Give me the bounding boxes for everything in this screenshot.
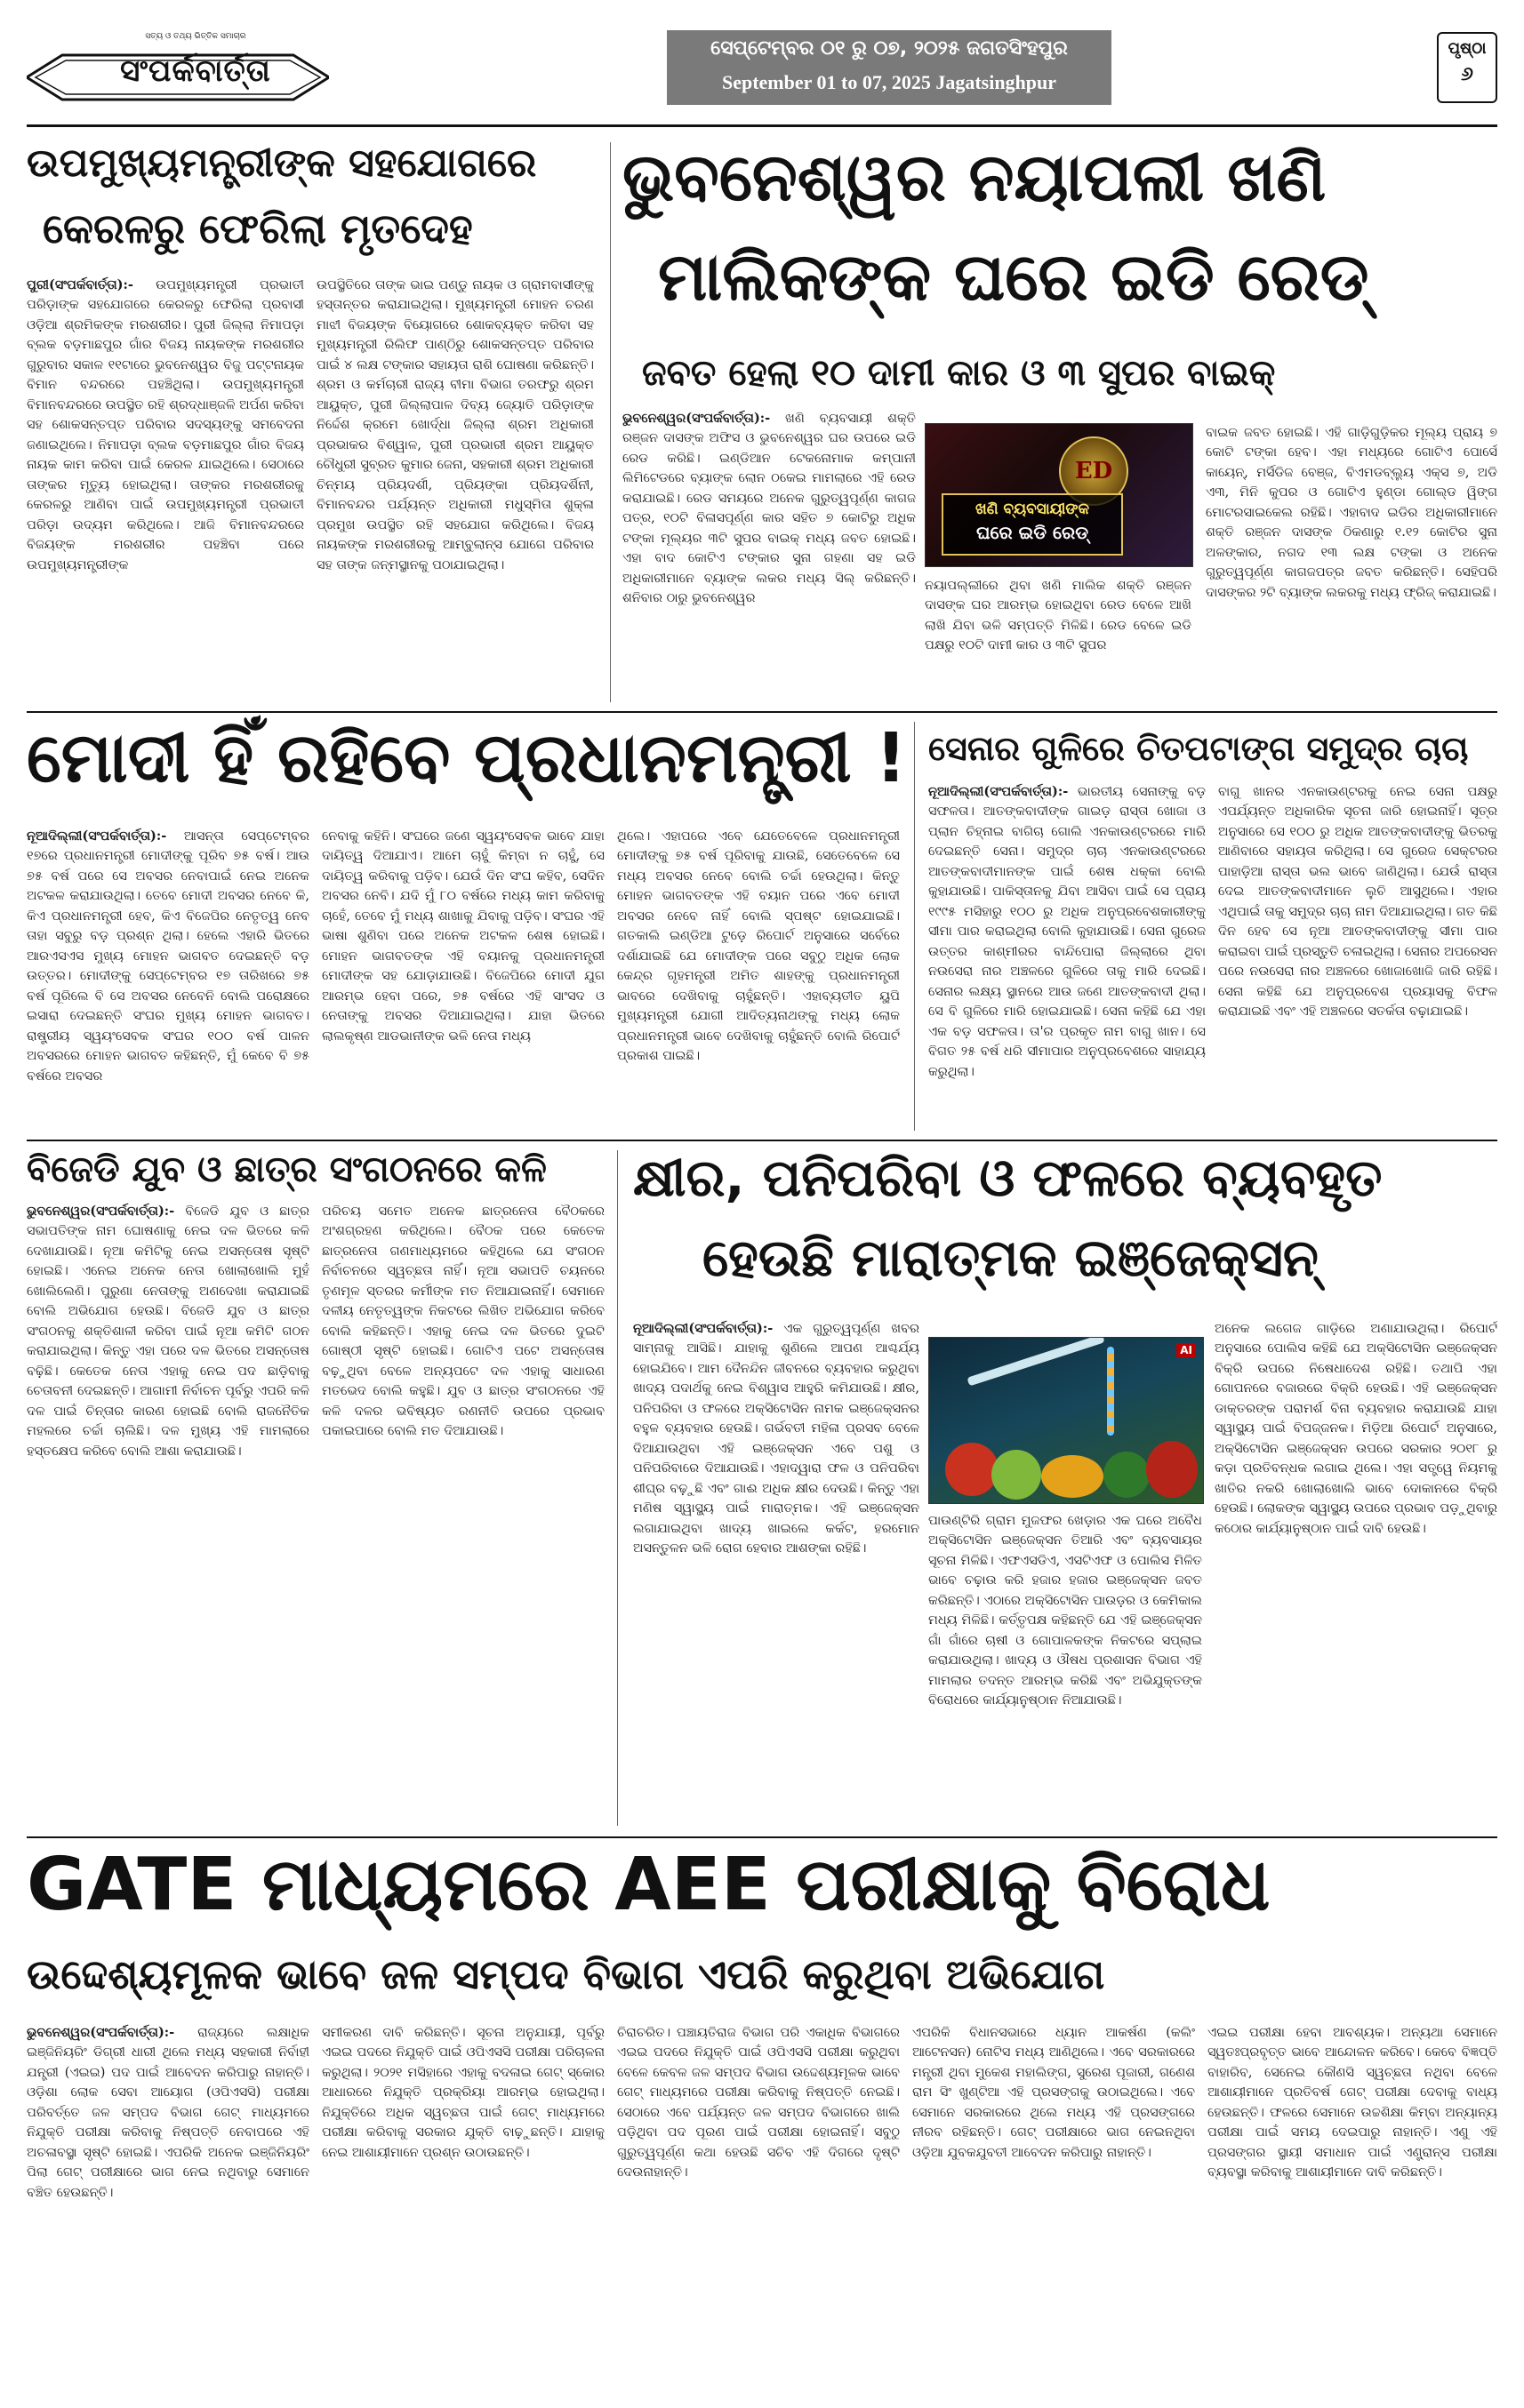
date-band xyxy=(667,30,1111,105)
article7-subheadline: ଉଦ୍ଦେଶ୍ୟମୂଳକ ଭାବେ ଜଳ ସମ୍ପଦ ବିଭାଗ ଏପରି କରୁଥିବା ଅଭିଯୋଗ xyxy=(27,1950,1105,1998)
article6-headline-line1: କ୍ଷୀର, ପନିପରିବା ଓ ଫଳରେ ବ୍ୟବହୃତ xyxy=(633,1148,1383,1208)
syringe-icon xyxy=(967,1337,1104,1386)
photo-ai-tag: AI xyxy=(1176,1343,1196,1357)
ed-photo-caption-line1: ଖଣି ବ୍ୟବସାୟୀଙ୍କ xyxy=(975,500,1090,518)
article3-col3: ଥିଲେ। ଏହାପରେ ଏବେ ଯେତେବେଳେ ପ୍ରଧାନମନ୍ତ୍ରୀ ମୋଦୀଙ୍କୁ ୭୫ ବର୍ଷ ପୂରିବାକୁ ଯାଉଛି, ସେତେବେଳେ ସେ ମଧ୍ୟ ଅବସର ନେବେ ବୋଲି ଚର୍ଚ୍ଚା ହେଉଥିଲା। କିନ୍ତୁ ମୋହନ ଭାଗବତଙ୍କ ଏହି ବୟାନ ପରେ ଏବେ ମୋଦୀ ଅବସର ନେବେ ନାହିଁ ବୋଲି ସ୍ପଷ୍ଟ ହୋଇଯାଇଛି। ଗତକାଲି ଇଣ୍ଡିଆ ଟୁଡ଼େ ରିପୋର୍ଟ ଅନୁସାରେ ସର୍ବେରେ ଦର୍ଶାଯାଇଛି ଯେ ମୋଦୀଙ୍କ ପରେ ସବୁଠୁ ଅଧିକ ଲୋକ କେନ୍ଦ୍ର ଗୃହମନ୍ତ୍ରୀ ଅମିତ ଶାହଙ୍କୁ ପ୍ରଧାନମନ୍ତ୍ରୀ ଭାବରେ ଦେଖିବାକୁ ଚାହୁଁଛନ୍ତି। ଏହାବ୍ୟତୀତ ୟୁପି ମୁଖ୍ୟମନ୍ତ୍ରୀ ଯୋଗୀ ଆଦିତ୍ୟନାଥଙ୍କୁ ମଧ୍ୟ ଲୋକ ପ୍ରଧାନମନ୍ତ୍ରୀ ଭାବେ ଦେଖିବାକୁ ଚାହୁଁଛନ୍ତି ବୋଲି ରିପୋର୍ଟ ପ୍ରକାଶ ପାଇଛି। xyxy=(617,829,900,1064)
article3-text1: ଆସନ୍ତା ସେପ୍ଟେମ୍ବର ୧୭ରେ ପ୍ରଧାନମନ୍ତ୍ରୀ ମୋଦୀଙ୍କୁ ପୂରିବ ୭୫ ବର୍ଷ। ଆଉ ୭୫ ବର୍ଷ ପରେ ସେ ଅବସର ନେବାପାଇଁ ନେଇ ଅନେକ ଅଟକଳ କରାଯାଉଥିଲା। ତେବେ ମୋଦୀ ଅବସର ନେବେ କି, କିଏ ପ୍ରଧାନମନ୍ତ୍ରୀ ହେବ, କିଏ ବିଜେପିର ନେତୃତ୍ୱ ନେବ ତାହା ସବୁରୁ ବଡ଼ ପ୍ରଶ୍ନ ଥିଲା। ହେଲେ ଏହାରି ଭିତରେ ଆରଏସଏସ ମୁଖ୍ୟ ମୋହନ ଭାଗବତ ଦେଇଛନ୍ତି ବଡ଼ ଉତ୍ତର। ମୋଦୀଙ୍କୁ ସେପ୍ଟେମ୍ବର ୧୭ ତାରିଖରେ ୭୫ ବର୍ଷ ପୂରିଲେ ବି ସେ ଅବସର ନେବେନି ବୋଲି ପରୋକ୍ଷରେ ଇସାରା ଦେଇଛନ୍ତି ସଂଘର ମୁଖ୍ୟ ମୋହନ ଭାଗବତ। ରାଷ୍ଟ୍ରୀୟ ସ୍ୱୟଂସେବକ ସଂଘର ୧୦୦ ବର୍ଷ ପାଳନ ଅବସରରେ ମୋହନ ଭାଗବତ କହିଛନ୍ତି, ମୁଁ କେବେ ବି ୭୫ ବର୍ଷରେ ଅବସର xyxy=(27,829,309,1084)
article7-text1: ରାଜ୍ୟରେ ଲକ୍ଷାଧିକ ଇଞ୍ଜିନିୟରିଂ ଡିଗ୍ରୀ ଧାରୀ ଥିଲେ ମଧ୍ୟ ସହକାରୀ ନିର୍ବାହୀ ଯନ୍ତ୍ରୀ (ଏଇଇ) ପଦ ପାଇଁ ଆବେଦନ କରିପାରୁ ନାହାନ୍ତି। ଓଡ଼ିଶା ଲୋକ ସେବା ଆୟୋଗ (ଓପିଏସସି) ପରୀକ୍ଷା ପରିବର୍ତ୍ତେ ଜଳ ସମ୍ପଦ ବିଭାଗ ଗେଟ୍ ମାଧ୍ୟମରେ ନିଯୁକ୍ତି ପରୀକ୍ଷା କରିବାକୁ ନିଷ୍ପତ୍ତି ନେବାପରେ ଏହି ଅଚଳାବସ୍ଥା ସୃଷ୍ଟି ହୋଇଛି। ଏପରିକି ଅନେକ ଇଞ୍ଜିନିୟରିଂ ପିଲା ଗେଟ୍ ପରୀକ୍ଷାରେ ଭାଗ ନେଇ ନଥିବାରୁ ସେମାନେ ବଞ୍ଚିତ ହେଉଛନ୍ତି। xyxy=(27,2026,309,2200)
article1-text1: ଉପମୁଖ୍ୟମନ୍ତ୍ରୀ ପ୍ରଭାତୀ ପରିଡ଼ାଙ୍କ ସହଯୋଗରେ କେରଳରୁ ଫେରିଲା ପ୍ରବାସୀ ଓଡ଼ିଆ ଶ୍ରମିକଙ୍କ ମରଶରୀର। ପୁରୀ ଜିଲ୍ଲା ନିମାପଡ଼ା ବ୍ଲକ ବଡ଼ମାଛପୁର ଗାଁର ବିଜୟ ନାୟକଙ୍କ ମରଶରୀର ଗୁରୁବାର ସକାଳ ୧୧ଟାରେ ଭୁବନେଶ୍ୱର ବିଜୁ ପଟ୍ଟନାୟକ ବିମାନ ବନ୍ଦରରେ ପହଞ୍ଚିଥିଲା। ଉପମୁଖ୍ୟମନ୍ତ୍ରୀ ବିମାନବନ୍ଦରରେ ଉପସ୍ଥିତ ରହି ଶ୍ରଦ୍ଧାଞ୍ଜଳି ଅର୍ପଣ କରିବା ସହ ଶୋକସନ୍ତପ୍ତ ପରିବାର ସଦସ୍ୟଙ୍କୁ ସମବେଦନା ଜଣାଇଥିଲେ। ନିମାପଡ଼ା ବ୍ଲକ ବଡ଼ମାଛପୁର ଗାଁର ବିଜୟ ନାୟକ କାମ କରିବା ପାଇଁ କେରଳ ଯାଇଥିଲେ। ସେଠାରେ ତାଙ୍କର ମୃତ୍ୟୁ ହୋଇଥିଲା। ତାଙ୍କର ମରଶରୀରକୁ କେରଳରୁ ଆଣିବା ପାଇଁ ଉପମୁଖ୍ୟମନ୍ତ୍ରୀ ପ୍ରଭାତୀ ପରିଡ଼ା ଉଦ୍ୟମ କରିଥିଲେ। ଆଜି ବିମାନବନ୍ଦରରେ ବିଜୟଙ୍କ ମରଶରୀର ପହଞ୍ଚିବା ପରେ ଉପମୁଖ୍ୟମନ୍ତ୍ରୀଙ୍କ xyxy=(27,278,304,572)
orange-shape xyxy=(1041,1455,1103,1498)
injection-vegetables-photo xyxy=(928,1337,1204,1504)
article2-text1: ଖଣି ବ୍ୟବସାୟୀ ଶକ୍ତି ରଞ୍ଜନ ଦାସଙ୍କ ଅଫିସ ଓ ଭୁବନେଶ୍ୱର ଘର ଉପରେ ଇଡି ରେଡ କରିଛି। ଇଣ୍ଡିଆନ ଟେକନୋମାକ କମ୍ପାନୀ ଲିମିଟେଡରେ ବ୍ୟାଙ୍କ ଲୋନ ଠକେଇ ମାମଲାରେ ଏହି ରେଡ କରାଯାଇଛି। ରେଡ ସମୟରେ ଅନେକ ଗୁରୁତ୍ୱପୂର୍ଣ୍ଣ କାଗଜ ପତ୍ର, ୧୦ଟି ବିଳାସପୂର୍ଣ୍ଣ କାର ସହିତ ୭ କୋଟିରୁ ଅଧିକ ଟଙ୍କା ମୂଲ୍ୟର ୩ଟି ସୁପର ବାଇକ୍ ମଧ୍ୟ ଜବତ ହୋଇଛି। ଏହା ବାଦ କୋଟିଏ ଟଙ୍କାର ସୁନା ଗହଣା ସହ ଇଡି ଅଧିକାରୀମାନେ ବ୍ୟାଙ୍କ ଲକର ମଧ୍ୟ ସିଲ୍ କରିଛନ୍ତି। ଶନିବାର ଠାରୁ ଭୁବନେଶ୍ୱର xyxy=(622,412,916,606)
ed-emblem-text: ED xyxy=(1074,458,1113,484)
article2-col3: ବାଇକ ଜବତ ହୋଇଛି। ଏହି ଗାଡ଼ିଗୁଡ଼ିକର ମୂଲ୍ୟ ପ୍ରାୟ ୭ କୋଟି ଟଙ୍କା ହେବ। ଏହା ମଧ୍ୟରେ ଗୋଟିଏ ପୋର୍ସେ କାୟେନ୍, ମର୍ସିଡିଜ ବେଞ୍ଜ, ବିଏମଡବ୍ଲ୍ୟୁ ଏକ୍ସ ୭, ଅଡି ଏ୩, ମିନି କୁପର ଓ ଗୋଟିଏ ହୁଣ୍ଡା ଗୋଲ୍ଡ ୱିଙ୍ଗ ମୋଟରସାଇକେଲ ରହିଛି। ଏହାବାଦ ଇଡିର ଅଧିକାରୀମାନେ ଶକ୍ତି ରଞ୍ଜନ ଦାସଙ୍କ ଠିକଣାରୁ ୧.୧୨ କୋଟିର ସୁନା ଅଳଙ୍କାର, ନଗଦ ୧୩ ଲକ୍ଷ ଟଙ୍କା ଓ ଅନେକ ଗୁରୁତ୍ୱପୂର୍ଣ୍ଣ କାଗଜପତ୍ର ଜବତ କରିଛନ୍ତି। ସେହିପରି ଦାସଙ୍କର ୨ଟି ବ୍ୟାଙ୍କ ଲକରକୁ ମଧ୍ୟ ଫ୍ରିଜ୍ କରାଯାଇଛି। xyxy=(1206,426,1497,600)
article7-col1 xyxy=(27,2023,309,2388)
newspaper-name: ସଂପର୍କବାର୍ତ୍ତା xyxy=(120,53,271,89)
article6-headline-line2: ହେଉଛି ମାରାତ୍ମକ ଇଞ୍ଜେକ୍ସନ୍ xyxy=(702,1228,1319,1288)
column-divider xyxy=(610,142,611,702)
article6-col1 xyxy=(633,1319,919,1826)
article6-col3: ଅନେକ ଲଗେଜ ଗାଡ଼ିରେ ଅଣାଯାଉଥିଲା। ରିପୋର୍ଟ ଅନୁସାରେ ପୋଲିସ କହିଛି ଯେ ଅକ୍ସିଟୋସିନ ଇଞ୍ଜେକ୍ସନ ବିକ୍ରି ଉପରେ ନିଷେଧାଦେଶ ରହିଛି। ତଥାପି ଏହା ଗୋପନରେ ବଜାରରେ ବିକ୍ରି ହେଉଛି। ଏହି ଇଞ୍ଜେକ୍ସନ ଡାକ୍ତରଙ୍କ ପରାମର୍ଶ ବିନା ବ୍ୟବହାର କରାଯାଉଛି ଯାହା ସ୍ୱାସ୍ଥ୍ୟ ପାଇଁ ବିପଜ୍ଜନକ। ମିଡ଼ିଆ ରିପୋର୍ଟ ଅନୁସାରେ, ଅକ୍ସିଟୋସିନ ଇଞ୍ଜେକ୍ସନ ଉପରେ ସରକାର ୨୦୧୮ ରୁ କଡ଼ା ପ୍ରତିବନ୍ଧକ ଲଗାଇ ଥିଲେ। ଏହା ସତ୍ତ୍ୱେ ନିୟମକୁ ଖାତିର ନକରି ଖୋଲାଖୋଲି ଭାବେ ଦୋକାନରେ ବିକ୍ରି ହେଉଛି। ଲୋକଙ୍କ ସ୍ୱାସ୍ଥ୍ୟ ଉପରେ ପ୍ରଭାବ ପଡ଼ୁଥିବାରୁ କଠୋର କାର୍ଯ୍ୟାନୁଷ୍ଠାନ ପାଇଁ ଦାବି ହେଉଛି। xyxy=(1215,1322,1497,1536)
page-number-box xyxy=(1437,32,1497,103)
article1-headline-line1: ଉପମୁଖ୍ୟମନ୍ତ୍ରୀଙ୍କ ସହଯୋଗରେ xyxy=(27,140,537,186)
masthead xyxy=(27,25,1497,114)
article4-headline: ସେନାର ଗୁଳିରେ ଚିତପଟାଙ୍ଗ ସମୁଦ୍ର ଚାଚା xyxy=(928,729,1469,768)
article2-col1 xyxy=(622,409,916,702)
apple-shape xyxy=(991,1450,1041,1500)
pepper-shape xyxy=(1146,1441,1198,1498)
page-label: ପୃଷ୍ଠା xyxy=(1448,39,1487,58)
article2-subheadline: ଜବତ ହେଲା ୧୦ ଦାମୀ କାର ଓ ୩ ସୁପର ବାଇକ୍ xyxy=(642,353,1276,394)
article2-col2: ନୟାପଲ୍ଲୀରେ ଥିବା ଖଣି ମାଲିକ ଶକ୍ତି ରଞ୍ଜନ ଦାସଙ୍କ ଘର ଆରମ୍ଭ ହୋଇଥିବା ରେଡ ବେଳେ ଆଖି ଲାଖି ଯିବା ଭଳି ସମ୍ପତ୍ତି ମିଳିଛି। ରେଡ ବେଳେ ଇଡି ପକ୍ଷରୁ ୧୦ଟି ଦାମୀ କାର ଓ ୩ଟି ସୁପର xyxy=(925,579,1191,653)
article5-text1: ବିଜେଡି ଯୁବ ଓ ଛାତ୍ର ସଭାପତିଙ୍କ ନାମ ଘୋଷଣାକୁ ନେଇ ଦଳ ଭିତରେ କଳି ଦେଖାଯାଉଛି। ନୂଆ କମିଟିକୁ ନେଇ ଅସନ୍ତୋଷ ସୃଷ୍ଟି ହୋଇଛି। ଏନେଇ ଅନେକ ନେତା ଖୋଲାଖୋଲି ମୁହଁ ଖୋଲିଲେଣି। ପୁରୁଣା ନେତାଙ୍କୁ ଅଣଦେଖା କରାଯାଇଛି ବୋଲି ଅଭିଯୋଗ ହେଉଛି। ବିଜେଡି ଯୁବ ଓ ଛାତ୍ର ସଂଗଠନକୁ ଶକ୍ତିଶାଳୀ କରିବା ପାଇଁ ନୂଆ କମିଟି ଗଠନ କରାଯାଇଥିଲା। କିନ୍ତୁ ଏହା ପରେ ଦଳ ଭିତରେ ଅସନ୍ତୋଷ ବଢ଼ିଛି। କେତେକ ନେତା ଏହାକୁ ନେଇ ପଦ ଛାଡ଼ିବାକୁ ଚେତାବନୀ ଦେଇଛନ୍ତି। ଆଗାମୀ ନିର୍ବାଚନ ପୂର୍ବରୁ ଏପରି କଳି ଦଳ ପାଇଁ ଚିନ୍ତାର କାରଣ ହୋଇଛି ବୋଲି ରାଜନୈତିକ ମହଲରେ ଚର୍ଚ୍ଚା ଚାଲିଛି। ଦଳ ମୁଖ୍ୟ ଏହି ମାମଲାରେ ହସ୍ତକ୍ଷେପ କରିବେ ବୋଲି ଆଶା କରାଯାଉଛି। xyxy=(27,1204,309,1459)
section-rule xyxy=(27,1140,1497,1141)
article7-col3: ଚିରାଚରିତ। ପଞ୍ଚାୟତିରାଜ ବିଭାଗ ପରି ଏକାଧିକ ବିଭାଗରେ ଏଇଇ ପଦରେ ନିଯୁକ୍ତି ପାଇଁ ଓପିଏସସି ପରୀକ୍ଷା କରୁଥିବା ବେଳେ କେବଳ ଜଳ ସମ୍ପଦ ବିଭାଗ ଉଦ୍ଦେଶ୍ୟମୂଳକ ଭାବେ ଗେଟ୍ ମାଧ୍ୟମରେ ପରୀକ୍ଷା କରିବାକୁ ନିଷ୍ପତ୍ତି ନେଇଛି। ସେଠାରେ ଏବେ ପର୍ଯ୍ୟନ୍ତ ଜଳ ସମ୍ପଦ ବିଭାଗରେ ଖାଲି ପଡ଼ିଥିବା ପଦ ପୂରଣ ପାଇଁ ପରୀକ୍ଷା ହୋଇନାହିଁ। ସବୁଠୁ ଗୁରୁତ୍ୱପୂର୍ଣ୍ଣ କଥା ହେଉଛି ସଚିବ ଏହି ଦିଗରେ ଦୃଷ୍ଟି ଦେଉନାହାନ୍ତି। xyxy=(617,2026,900,2180)
article6-col2: ପାଉଣ୍ଟିରି ଗ୍ରାମ ମୁଜଫର ଖେଡ଼ାର ଏକ ଘରେ ଅବୈଧ ଅକ୍ସିଟୋସିନ ଇଞ୍ଜେକ୍ସନ ତିଆରି ଏବଂ ବ୍ୟବସାୟର ସୂଚନା ମିଳିଛି। ଏଫଏସଡିଏ, ଏସଟିଏଫ ଓ ପୋଲିସ ମିଳିତ ଭାବେ ଚଢ଼ାଉ କରି ହଜାର ହଜାର ଇଞ୍ଜେକ୍ସନ ଜବତ କରିଛନ୍ତି। ଏଠାରେ ଅକ୍ସିଟୋସିନ ପାଉଡ଼ର ଓ କେମିକାଲ ମଧ୍ୟ ମିଳିଛି। କର୍ତ୍ତୃପକ୍ଷ କହିଛନ୍ତି ଯେ ଏହି ଇଞ୍ଜେକ୍ସନ ଗାଁ ଗାଁରେ ଚାଷୀ ଓ ଗୋପାଳକଙ୍କ ନିକଟରେ ସପ୍ଲାଇ କରାଯାଉଥିଲା। ଖାଦ୍ୟ ଓ ଔଷଧ ପ୍ରଶାସନ ବିଭାଗ ଏହି ମାମଲାର ତଦନ୍ତ ଆରମ୍ଭ କରିଛି ଏବଂ ଅଭିଯୁକ୍ତଙ୍କ ବିରୋଧରେ କାର୍ଯ୍ୟାନୁଷ୍ଠାନ ନିଆଯାଉଛି। xyxy=(928,1514,1202,1708)
article4-text1: ଭାରତୀୟ ସେନାଙ୍କୁ ବଡ଼ ସଫଳତା। ଆତଙ୍କବାଦୀଙ୍କ ଗାଇଡ଼ ରାସ୍ତା ଖୋଜା ଓ ପ୍ଲାନ ଚିହ୍ନାଇ ବାଗିଚା ଗୋଲି ଏନକାଉଣ୍ଟରରେ ମାରି ଦେଇଛନ୍ତି ସେନା। ସମୁଦ୍ର ଚାଚା ଏନକାଉଣ୍ଟରରେ ଆତଙ୍କବାଦୀମାନଙ୍କ ପାଇଁ ଶେଷ ଧକ୍କା ବୋଲି କୁହାଯାଉଛି। ପାକିସ୍ତାନକୁ ଯିବା ଆସିବା ପାଇଁ ସେ ପ୍ରାୟ ୧୯୯୫ ମସିହାରୁ ୧୦୦ ରୁ ଅଧିକ ଅନୁପ୍ରବେଶକାରୀଙ୍କୁ ସୀମା ପାର କରାଇଥିଲା ବୋଲି କୁହାଯାଉଛି। ସେନା ଗୁରେଜ ଉତ୍ତର କାଶ୍ମୀରର ବାନ୍ଦିପୋରା ଜିଲ୍ଲାରେ ଥିବା ନଉସେରା ନାର ଅଞ୍ଚଳରେ ଗୁଳିରେ ତାକୁ ମାରି ଦେଇଛି। ସେନାର ଲକ୍ଷ୍ୟ ସ୍ଥାନରେ ଆଉ ଜଣେ ଆତଙ୍କବାଦୀ ଥିଲା। ସେ ବି ଗୁଳିରେ ମାରି ହୋଇଯାଇଛି। ସେନା କହିଛି ଯେ ଏହା ଏକ ବଡ଼ ସଫଳତା। ତା'ର ପ୍ରକୃତ ନାମ ବାଗୁ ଖାନ। ସେ ବିଗତ ୨୫ ବର୍ଷ ଧରି ସୀମାପାର ଅନୁପ୍ରବେଶରେ ସାହାଯ୍ୟ କରୁଥିଲା। xyxy=(928,785,1206,1079)
article7-dateline: ଭୁବନେଶ୍ୱର(ସଂପର୍କବାର୍ତ୍ତା):- xyxy=(27,2025,175,2040)
article7-col5: ଏଇଇ ପରୀକ୍ଷା ହେବା ଆବଶ୍ୟକ। ଅନ୍ୟଥା ସେମାନେ ସ୍ୱତଃପ୍ରବୃତ୍ତ ଭାବେ ଆନ୍ଦୋଳନ କରିବେ। କେବେ ବିଜ୍ଞପ୍ତି ବାହାରିବ, ସେନେଇ କୌଣସି ସ୍ୱଚ୍ଛତା ନଥିବା ବେଳେ ଆଶାୟୀମାନେ ପ୍ରତିବର୍ଷ ଗେଟ୍ ପରୀକ୍ଷା ଦେବାକୁ ବାଧ୍ୟ ହେଉଛନ୍ତି। ଫଳରେ ସେମାନେ ଉଚ୍ଚଶିକ୍ଷା କିମ୍ବା ଅନ୍ୟାନ୍ୟ ପରୀକ୍ଷା ପାଇଁ ସମୟ ଦେଇପାରୁ ନାହାନ୍ତି। ଏଣୁ ଏହି ପ୍ରସଙ୍ଗର ସ୍ଥାୟୀ ସମାଧାନ ପାଇଁ ଏଣ୍ଟ୍ରାନ୍ସ ପରୀକ୍ଷା ବ୍ୟବସ୍ଥା କରିବାକୁ ଆଶାୟୀମାନେ ଦାବି କରିଛନ୍ତି। xyxy=(1207,2026,1497,2180)
column-divider xyxy=(617,1150,618,1826)
article5-headline: ବିଜେଡି ଯୁବ ଓ ଛାତ୍ର ସଂଗଠନରେ କଳି xyxy=(27,1149,547,1190)
article4-col1 xyxy=(928,782,1206,1129)
lime-shape xyxy=(1103,1452,1150,1498)
page-number: ୬ xyxy=(1461,63,1473,85)
ed-photo-caption xyxy=(942,493,1123,556)
article3-col2: ନେବାକୁ କହିନି। ସଂଘରେ ଜଣେ ସ୍ୱୟଂସେବକ ଭାବେ ଯାହା ଦାୟିତ୍ୱ ଦିଆଯାଏ। ଆମେ ଚାହୁଁ କିମ୍ବା ନ ଚାହୁଁ, ସେ ଦାୟିତ୍ୱ କରିବାକୁ ପଡ଼ିବ। ଯେଉଁ ଦିନ ସଂଘ କହିବ, ସେଦିନ ଅବସର ନେବି। ଯଦି ମୁଁ ୮୦ ବର୍ଷରେ ମଧ୍ୟ କାମ କରିବାକୁ ଚାହେଁ, ତେବେ ମୁଁ ମଧ୍ୟ ଶାଖାକୁ ଯିବାକୁ ପଡ଼ିବ। ସଂଘର ଏହି ଭାଷା ଶୁଣିବା ପରେ ଅନେକ ଅଟକଳ ଶେଷ ହୋଇଛି। ମୋହନ ଭାଗବତଙ୍କ ଏହି ବୟାନକୁ ପ୍ରଧାନମନ୍ତ୍ରୀ ମୋଦୀଙ୍କ ସହ ଯୋଡ଼ାଯାଉଛି। ବିଜେପିରେ ମୋଦୀ ଯୁଗ ଆରମ୍ଭ ହେବା ପରେ, ୭୫ ବର୍ଷରେ ଏହି ସାଂସଦ ଓ ନେତାଙ୍କୁ ଅବସର ଦିଆଯାଇଥିଲା। ଯାହା ଭିତରେ ଲାଲକୃଷ୍ଣ ଆଡଭାନୀଙ୍କ ଭଳି ନେତା ମଧ୍ୟ xyxy=(322,829,605,1044)
article7-col2: ସମୀକରଣ ଦାବି କରିଛନ୍ତି। ସୂଚନା ଅନୁଯାୟୀ, ପୂର୍ବରୁ ଏଇଇ ପଦରେ ନିଯୁକ୍ତି ପାଇଁ ଓପିଏସସି ପରୀକ୍ଷା ପରିଚାଳନା କରୁଥିଲା। ୨୦୨୧ ମସିହାରେ ଏହାକୁ ବଦଳାଇ ଗେଟ୍ ସ୍କୋର ଆଧାରରେ ନିଯୁକ୍ତି ପ୍ରକ୍ରିୟା ଆରମ୍ଭ ହୋଇଥିଲା। ନିଯୁକ୍ତିରେ ଅଧିକ ସ୍ୱଚ୍ଛତା ପାଇଁ ଗେଟ୍ ମାଧ୍ୟମରେ ପରୀକ୍ଷା କରିବାକୁ ସରକାର ଯୁକ୍ତି ବାଢ଼ୁଛନ୍ତି। ଯାହାକୁ ନେଇ ଆଶାୟୀମାନେ ପ୍ରଶ୍ନ ଉଠାଉଛନ୍ତି। xyxy=(322,2026,605,2160)
logo-tagline: ସତ୍ୟ ଓ ତଥ୍ୟ ଭିତ୍ତିକ ସମାଚାର xyxy=(145,32,246,41)
dna-helix-icon xyxy=(1107,1347,1114,1436)
section-rule xyxy=(27,711,1497,713)
masthead-rule xyxy=(27,124,1497,127)
article5-dateline: ଭୁବନେଶ୍ୱର(ସଂପର୍କବାର୍ତ୍ତା):- xyxy=(27,1204,175,1219)
article2-dateline: ଭୁବନେଶ୍ୱର(ସଂପର୍କବାର୍ତ୍ତା):- xyxy=(622,411,771,426)
article3-col1 xyxy=(27,827,309,1120)
article7-col4: ଏପରିକି ବିଧାନସଭାରେ ଧ୍ୟାନ ଆକର୍ଷଣ (କଲିଂ ଆଟେନସନ) ନୋଟିସ ମଧ୍ୟ ଆଣିଥିଲେ। ଏବେ ସରକାରରେ ମନ୍ତ୍ରୀ ଥିବା ମୁକେଶ ମହାଲିଙ୍ଗ, ସୁରେଶ ପୂଜାରୀ, ଗଣେଶ ରାମ ସିଂ ଖୁଣ୍ଟିଆ ଏହି ପ୍ରସଙ୍ଗକୁ ଉଠାଇଥିଲେ। ଏବେ ସେମାନେ ସରକାରରେ ଥିଲେ ମଧ୍ୟ ଏହି ପ୍ରସଙ୍ଗରେ ନୀରବ ରହିଛନ୍ତି। ଗେଟ୍ ପରୀକ୍ଷାରେ ଭାଗ ନେଇନଥିବା ଓଡ଼ିଆ ଯୁବକଯୁବତୀ ଆବେଦନ କରିପାରୁ ନାହାନ୍ତି। xyxy=(912,2026,1195,2160)
article5-col1 xyxy=(27,1202,309,1824)
issue-date-english: September 01 to 07, 2025 Jagatsinghpur xyxy=(721,71,1057,93)
column-divider xyxy=(914,722,915,1131)
article4-col2: ବାଗୁ ଖାନର ଏନକାଉଣ୍ଟରକୁ ନେଇ ସେନା ପକ୍ଷରୁ ଏପର୍ଯ୍ୟନ୍ତ ଅଧିକାରିକ ସୂଚନା ଜାରି ହୋଇନାହିଁ। ସୂତ୍ର ଅନୁସାରେ ସେ ୧୦୦ ରୁ ଅଧିକ ଆତଙ୍କବାଦୀଙ୍କୁ ଭିତରକୁ ଆଣିବାରେ ସହାୟତା କରିଥିଲା। ସେ ଗୁରେଜ ସେକ୍ଟରର ପାହାଡ଼ିଆ ରାସ୍ତା ଭଲ ଭାବେ ଜାଣିଥିଲା। ଯେଉଁ ରାସ୍ତା ଦେଇ ଆତଙ୍କବାଦୀମାନେ ଲୁଚି ଆସୁଥିଲେ। ଏହାର ଏଥିପାଇଁ ତାକୁ ସମୁଦ୍ର ଚାଚା ନାମ ଦିଆଯାଇଥିଲା। ଗତ କିଛି ଦିନ ହେବ ସେ ନୂଆ ଆତଙ୍କବାଦୀଙ୍କୁ ସୀମା ପାର କରାଇବା ପାଇଁ ପ୍ରସ୍ତୁତି ଚଳାଇଥିଲା। ସେନାର ଅପରେସନ ପରେ ନଉସେରା ନାର ଅଞ୍ଚଳରେ ଖୋଜାଖୋଜି ଜାରି ରହିଛି। ସେନା କହିଛି ଯେ ଅନୁପ୍ରବେଶ ପ୍ରୟାସକୁ ବିଫଳ କରାଯାଇଛି ଏବଂ ଏହି ଅଞ୍ଚଳରେ ସତର୍କତା ବଢ଼ାଯାଇଛି। xyxy=(1218,785,1497,1020)
article1-col1 xyxy=(27,276,304,702)
article7-headline: GATE ମାଧ୍ୟମରେ AEE ପରୀକ୍ଷାକୁ ବିରୋଧ xyxy=(27,1843,1271,1927)
article1-col2: ଉପସ୍ଥିତିରେ ତାଙ୍କ ଭାଇ ପଣ୍ଡୁ ନାୟକ ଓ ଗ୍ରାମବାସୀଙ୍କୁ ହସ୍ତାନ୍ତର କରାଯାଇଥିଲା। ମୁଖ୍ୟମନ୍ତ୍ରୀ ମୋହନ ଚରଣ ମାଝୀ ବିଜୟଙ୍କ ବିୟୋଗରେ ଶୋକବ୍ୟକ୍ତ କରିବା ସହ ମୁଖ୍ୟମନ୍ତ୍ରୀ ରିଲିଫ ପାଣ୍ଠିରୁ ଶୋକସନ୍ତପ୍ତ ପରିବାର ପାଇଁ ୪ ଲକ୍ଷ ଟଙ୍କାର ସହାୟତା ରାଶି ଘୋଷଣା କରିଛନ୍ତି। ଶ୍ରମ ଓ କର୍ମଚାରୀ ରାଜ୍ୟ ବୀମା ବିଭାଗ ତରଫରୁ ଶ୍ରମ ଆୟୁକ୍ତ, ପୁରୀ ଜିଲ୍ଲାପାଳ ଦିବ୍ୟ ଜ୍ୟୋତି ପରିଡ଼ାଙ୍କ ନିର୍ଦ୍ଦେଶ କ୍ରମେ ଖୋର୍ଦ୍ଧା ଜିଲ୍ଲା ଶ୍ରମ ଅଧିକାରୀ ପ୍ରଭାକର ବିଶ୍ୱାଳ, ପୁରୀ ପ୍ରଭାରୀ ଶ୍ରମ ଆୟୁକ୍ତ ଚୌଧୁରୀ ସୁବ୍ରତ କୁମାର ଜେନା, ସହକାରୀ ଶ୍ରମ ଅଧିକାରୀ ଚିନ୍ମୟ ପ୍ରିୟଦର୍ଶୀ, ପ୍ରିୟଙ୍କା ପ୍ରିୟଦର୍ଶିନୀ, ବିମାନବନ୍ଦର ପର୍ଯ୍ୟନ୍ତ ଅଧିକାରୀ ମଧୁସ୍ମିତା ଶୁକ୍ଳା ପ୍ରମୁଖ ଉପସ୍ଥିତ ରହି ସହଯୋଗ କରିଥିଲେ। ବିଜୟ ନାୟକଙ୍କ ମରଶରୀରକୁ ଆମ୍ବୁଲାନ୍ସ ଯୋଗେ ପରିବାର ସହ ତାଙ୍କ ଜନ୍ମସ୍ଥାନକୁ ପଠାଯାଇଥିଲା। xyxy=(317,278,594,572)
article2-headline-line1: ଭୁବନେଶ୍ୱର ନୟାପଲୀ ଖଣି xyxy=(622,140,1327,216)
article3-dateline: ନୂଆଦିଲ୍ଲୀ(ସଂପର୍କବାର୍ତ୍ତା):- xyxy=(27,828,167,844)
ed-raid-photo xyxy=(925,423,1193,567)
ed-photo-caption-line2: ଘରେ ଇଡି ରେଡ୍ xyxy=(975,522,1089,543)
newspaper-logo xyxy=(27,28,329,108)
issue-date-odia: ସେପ୍ଟେମ୍ବର ୦୧ ରୁ ୦୭, ୨୦୨୫ ଜଗତସିଂହପୁର xyxy=(710,37,1068,60)
article1-headline-line2: କେରଳରୁ ଫେରିଲା ମୃତଦେହ xyxy=(43,204,473,252)
tomato-shape xyxy=(945,1443,999,1496)
article6-text1: ଏକ ଗୁରୁତ୍ୱପୂର୍ଣ୍ଣ ଖବର ସାମ୍ନାକୁ ଆସିଛି। ଯାହାକୁ ଶୁଣିଲେ ଆପଣ ଆଶ୍ଚର୍ଯ୍ୟ ହୋଇଯିବେ। ଆମ ଦୈନନ୍ଦିନ ଜୀବନରେ ବ୍ୟବହାର କରୁଥିବା ଖାଦ୍ୟ ପଦାର୍ଥକୁ ନେଇ ବିଶ୍ୱାସ ଆହୁରି କମିଯାଉଛି। କ୍ଷୀର, ପନିପରିବା ଓ ଫଳରେ ଅକ୍ସିଟୋସିନ ନାମକ ଇଞ୍ଜେକ୍ସନର ବହୁଳ ବ୍ୟବହାର ହେଉଛି। ଗର୍ଭବତୀ ମହିଳା ପ୍ରସବ ବେଳେ ଦିଆଯାଉଥିବା ଏହି ଇଞ୍ଜେକ୍ସନ ଏବେ ପଶୁ ଓ ପନିପରିବାରେ ଦିଆଯାଉଛି। ଏହାଦ୍ୱାରା ଫଳ ଓ ପନିପରିବା ଶୀଘ୍ର ବଢ଼ୁଛି ଏବଂ ଗାଈ ଅଧିକ କ୍ଷୀର ଦେଉଛି। କିନ୍ତୁ ଏହା ମଣିଷ ସ୍ୱାସ୍ଥ୍ୟ ପାଇଁ ମାରାତ୍ମକ। ଏହି ଇଞ୍ଜେକ୍ସନ ଲଗାଯାଇଥିବା ଖାଦ୍ୟ ଖାଇଲେ କର୍କଟ, ହରମୋନ ଅସନ୍ତୁଳନ ଭଳି ରୋଗ ହେବାର ଆଶଙ୍କା ରହିଛି। xyxy=(633,1322,919,1556)
article1-dateline: ପୁରୀ(ସଂପର୍କବାର୍ତ୍ତା):- xyxy=(27,277,133,292)
article5-col2: ପରିଚୟ ସମେତ ଅନେକ ଛାତ୍ରନେତା ବୈଠକରେ ଅଂଶଗ୍ରହଣ କରିଥିଲେ। ବୈଠକ ପରେ କେତେକ ଛାତ୍ରନେତା ଗଣମାଧ୍ୟମରେ କହିଥିଲେ ଯେ ସଂଗଠନ ନିର୍ବାଚନରେ ସ୍ୱଚ୍ଛତା ନାହିଁ। ନୂଆ ସଭାପତି ଚୟନରେ ତୃଣମୂଳ ସ୍ତରର କର୍ମୀଙ୍କ ମତ ନିଆଯାଇନାହିଁ। ସେମାନେ ଦଳୀୟ ନେତୃତ୍ୱଙ୍କ ନିକଟରେ ଲିଖିତ ଅଭିଯୋଗ କରିବେ ବୋଲି କହିଛନ୍ତି। ଏହାକୁ ନେଇ ଦଳ ଭିତରେ ଦୁଇଟି ଗୋଷ୍ଠୀ ସୃଷ୍ଟି ହୋଇଛି। ଗୋଟିଏ ପଟେ ଅସନ୍ତୋଷ ବଢ଼ୁଥିବା ବେଳେ ଅନ୍ୟପଟେ ଦଳ ଏହାକୁ ସାଧାରଣ ମତଭେଦ ବୋଲି କହୁଛି। ଯୁବ ଓ ଛାତ୍ର ସଂଗଠନରେ ଏହି କଳି ଦଳର ଭବିଷ୍ୟତ ରଣନୀତି ଉପରେ ପ୍ରଭାବ ପକାଇପାରେ ବୋଲି ମତ ଦିଆଯାଉଛି। xyxy=(322,1204,605,1439)
article6-dateline: ନୂଆଦିଲ୍ଲୀ(ସଂପର୍କବାର୍ତ୍ତା):- xyxy=(633,1321,774,1336)
article3-headline: ମୋଦୀ ହିଁ ରହିବେ ପ୍ରଧାନମନ୍ତ୍ରୀ ! xyxy=(27,719,907,798)
article4-dateline: ନୂଆଦିଲ୍ଲୀ(ସଂପର୍କବାର୍ତ୍ତା):- xyxy=(928,784,1069,799)
article2-headline-line2: ମାଲିକଙ୍କ ଘରେ ଇଡି ରେଡ୍ xyxy=(658,239,1369,316)
section-rule xyxy=(27,1836,1497,1838)
